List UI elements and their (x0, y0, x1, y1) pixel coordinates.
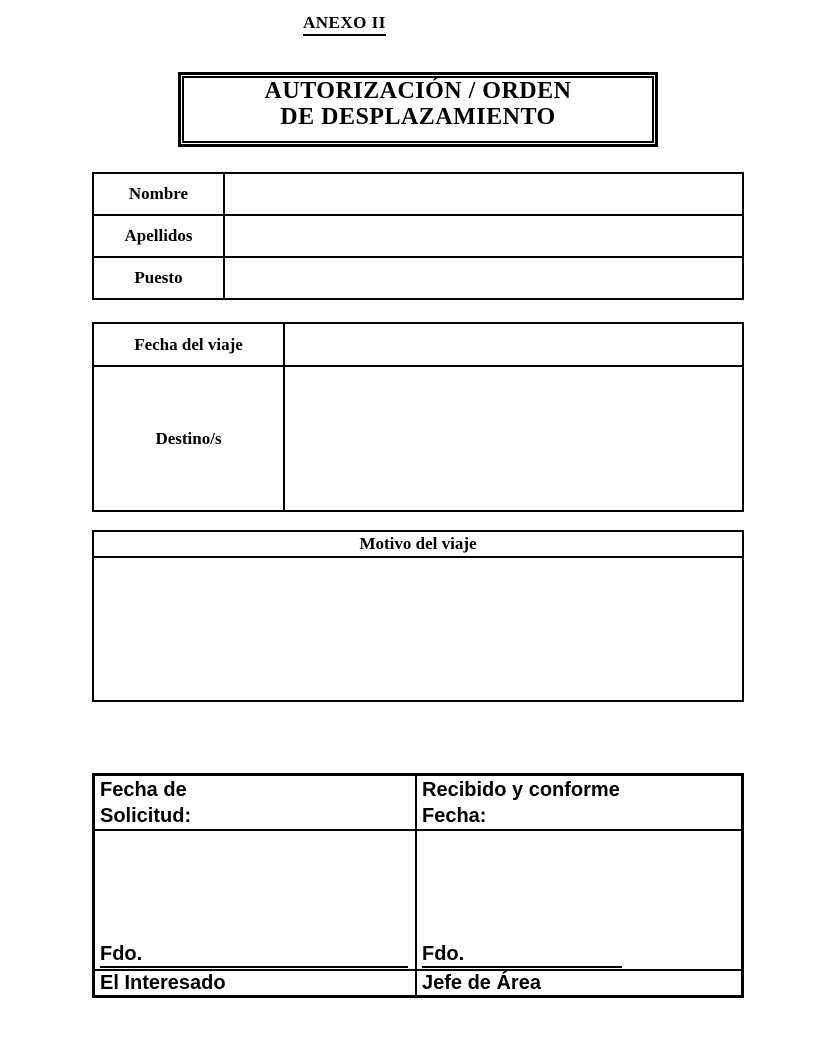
signature-role-row (95, 969, 741, 995)
destinos-field[interactable] (285, 367, 742, 510)
table-row (94, 324, 742, 365)
fdo-left-label: Fdo. (100, 942, 408, 968)
puesto-field[interactable] (225, 258, 742, 298)
table-row (94, 256, 742, 298)
signature-space-row (95, 829, 741, 969)
form-title (182, 76, 654, 143)
fecha-viaje-label: Fecha del viaje (94, 324, 285, 365)
fdo-right-label: Fdo. (422, 942, 622, 968)
apellidos-field[interactable] (225, 216, 742, 256)
signature-table (92, 773, 744, 998)
trip-info-table (92, 322, 744, 512)
interesado-role-label: El Interesado (95, 971, 417, 995)
jefe-signature-area[interactable] (417, 831, 741, 969)
fecha-solicitud-line2: Solicitud: (100, 805, 192, 827)
interesado-signature-area[interactable] (95, 831, 417, 969)
form-title-line2: DE DESPLAZAMIENTO (280, 104, 556, 130)
motive-table (92, 530, 744, 702)
jefe-area-role-label: Jefe de Área (422, 972, 541, 994)
table-row (94, 174, 742, 214)
personal-info-table (92, 172, 744, 300)
fecha-solicitud-line1: Fecha de (100, 779, 187, 801)
nombre-label: Nombre (94, 174, 225, 214)
fecha-solicitud-label (95, 776, 417, 829)
table-row (94, 365, 742, 510)
annex-heading: ANEXO II (303, 13, 386, 36)
puesto-label: Puesto (94, 258, 225, 298)
table-row (94, 214, 742, 256)
recibido-conforme-line1: Recibido y conforme (422, 779, 620, 801)
apellidos-label: Apellidos (94, 216, 225, 256)
form-title-line1: AUTORIZACIÓN / ORDEN (264, 78, 572, 104)
recibido-conforme-line2: Fecha: (422, 805, 487, 827)
destinos-label: Destino/s (94, 367, 285, 510)
recibido-conforme-label (417, 776, 741, 829)
nombre-field[interactable] (225, 174, 742, 214)
fecha-viaje-field[interactable] (285, 324, 742, 365)
motivo-viaje-header: Motivo del viaje (94, 532, 742, 558)
motivo-viaje-field[interactable] (94, 558, 742, 700)
signature-header-row (95, 776, 741, 829)
form-title-box (178, 72, 658, 147)
